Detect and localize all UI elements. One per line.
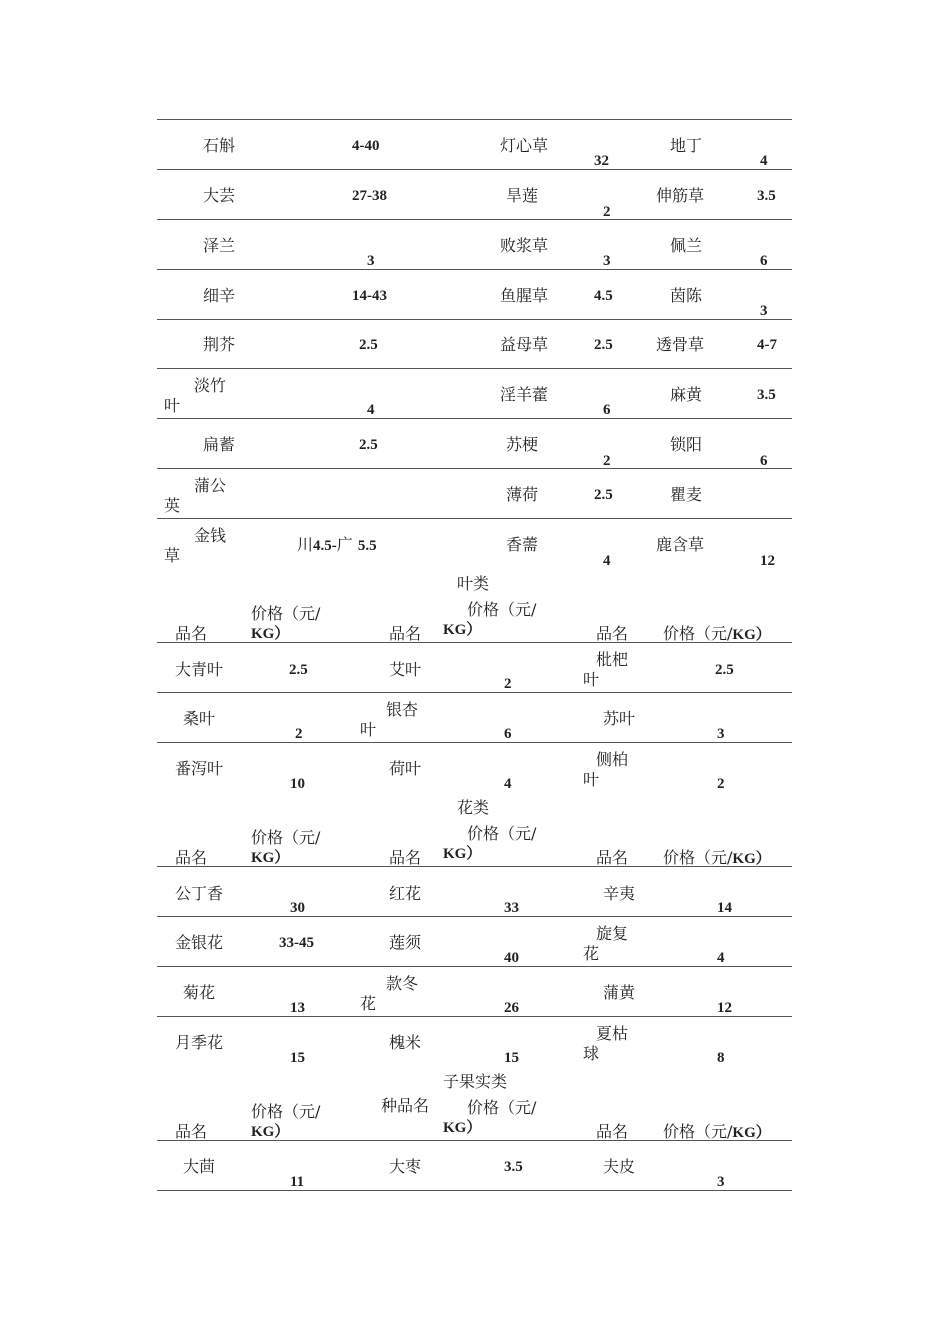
herb-name: 地丁: [670, 136, 703, 155]
herb-price: 2.5: [359, 337, 378, 353]
origin-price: 5.5: [357, 538, 377, 554]
table-row: [157, 368, 792, 419]
section-title: 子果实类: [443, 1072, 508, 1091]
leaf-name: 番泻叶: [175, 759, 224, 778]
leaf-name: 银杏: [386, 700, 419, 719]
table-row: [157, 269, 792, 320]
flower-name: 红花: [389, 884, 422, 903]
herb-name: 淫羊藿: [500, 385, 549, 404]
column-header-name: 种品名: [381, 1096, 430, 1115]
flower-name: 月季花: [175, 1033, 224, 1052]
herb-name: 荆芥: [203, 335, 236, 354]
flower-price: 15: [504, 1050, 519, 1066]
column-header-unit: KG）: [443, 846, 482, 862]
herb-price: 2.5: [594, 337, 613, 353]
table-row: [157, 219, 792, 270]
leaf-name: 桑叶: [183, 709, 216, 728]
herb-name-wrap: 草: [164, 546, 181, 565]
flower-price: 4: [717, 950, 725, 966]
flower-price: 30: [290, 900, 305, 916]
herb-name: 苏梗: [506, 435, 539, 454]
column-header-name: 品名: [389, 624, 422, 643]
herb-name: 蒲公: [194, 476, 227, 495]
flower-price: 40: [504, 950, 519, 966]
seed-name: 大茴: [183, 1157, 216, 1176]
section-header-leaf: [157, 568, 792, 642]
leaf-price: 6: [504, 726, 512, 742]
leaf-name: 荷叶: [389, 759, 422, 778]
leaf-price: 4: [504, 776, 512, 792]
seed-price: 3: [717, 1174, 725, 1190]
section-title: 叶类: [457, 574, 490, 593]
flower-name: 夏枯: [596, 1024, 629, 1043]
seed-name: 夫皮: [603, 1157, 636, 1176]
table-row: [157, 866, 792, 917]
column-header-name: 品名: [175, 1122, 208, 1141]
herb-name: 益母草: [500, 335, 549, 354]
flower-price: 14: [717, 900, 732, 916]
herb-price-sichuan: [297, 535, 377, 556]
flower-name-wrap: 花: [583, 944, 600, 963]
seed-name: 大枣: [389, 1157, 422, 1176]
herb-price: 14-43: [352, 288, 387, 304]
flower-name-wrap: 球: [583, 1044, 600, 1063]
leaf-name: 艾叶: [389, 660, 422, 679]
herb-price: 6: [760, 253, 768, 269]
section-header-flower: [157, 792, 792, 866]
table-row: [157, 319, 792, 370]
herb-price: 2: [603, 453, 611, 469]
herb-price: 3: [367, 253, 375, 269]
table-row: [157, 418, 792, 469]
origin-label: 川: [297, 535, 314, 554]
herb-name: 细辛: [203, 286, 236, 305]
column-header-unit: KG）: [251, 1124, 290, 1140]
flower-price: 15: [290, 1050, 305, 1066]
herb-name: 扁蓄: [203, 435, 236, 454]
herb-price: 6: [760, 453, 768, 469]
flower-price: 13: [290, 1000, 305, 1016]
column-header-name: 品名: [596, 1122, 629, 1141]
herb-price: 12: [760, 553, 775, 569]
section-header-seed: [157, 1066, 792, 1140]
herb-name: 泽兰: [203, 236, 236, 255]
column-header-price: 价格（元/KG）: [663, 1122, 771, 1141]
leaf-price: 2.5: [289, 662, 308, 678]
column-header-price: 价格（元/: [251, 1102, 321, 1121]
column-header-price: 价格（元/KG）: [663, 848, 771, 867]
leaf-name: 枇杷: [596, 650, 629, 669]
herb-name: 香薷: [506, 535, 539, 554]
flower-price: 12: [717, 1000, 732, 1016]
flower-name: 辛夷: [603, 884, 636, 903]
herb-price: 4: [367, 402, 375, 418]
section-title: 花类: [457, 798, 490, 817]
herb-name: 瞿麦: [670, 485, 703, 504]
flower-name: 菊花: [183, 983, 216, 1002]
column-header-name: 品名: [596, 848, 629, 867]
table-row: [157, 966, 792, 1017]
herb-price: 4.5: [594, 288, 613, 304]
herb-name: 佩兰: [670, 236, 703, 255]
flower-name: 公丁香: [175, 884, 224, 903]
origin-price: 4.5-: [313, 538, 337, 554]
flower-price: 33: [504, 900, 519, 916]
table-row: [157, 916, 792, 967]
herb-name: 薄荷: [506, 485, 539, 504]
herb-price: 4-7: [757, 337, 777, 353]
column-header-price: 价格（元/: [467, 600, 537, 619]
column-header-price: 价格（元/: [251, 604, 321, 623]
flower-price: 33-45: [279, 935, 314, 951]
herb-price: 2.5: [594, 487, 613, 503]
table-row: [157, 1140, 792, 1191]
column-header-name: 品名: [175, 848, 208, 867]
leaf-price: 2: [295, 726, 303, 742]
flower-name-wrap: 花: [360, 994, 377, 1013]
table-row: [157, 642, 792, 693]
herb-price: 2: [603, 204, 611, 220]
herb-name: 旱莲: [506, 186, 539, 205]
herb-price: 3: [760, 303, 768, 319]
leaf-price: 3: [717, 726, 725, 742]
table-row: [157, 119, 792, 170]
herb-price: 27-38: [352, 188, 387, 204]
table-row: [157, 468, 792, 519]
column-header-price: 价格（元/: [251, 828, 321, 847]
column-header-price: 价格（元/KG）: [663, 624, 771, 643]
flower-price: 8: [717, 1050, 725, 1066]
herb-name: 淡竹: [194, 376, 227, 395]
column-header-price: 价格（元/: [467, 1098, 537, 1117]
leaf-price: 2: [504, 676, 512, 692]
seed-price: 3.5: [504, 1159, 523, 1175]
flower-name: 金银花: [175, 933, 224, 952]
herb-name: 鱼腥草: [500, 286, 549, 305]
leaf-name: 侧柏: [596, 750, 629, 769]
leaf-name: 大青叶: [175, 660, 224, 679]
column-header-unit: KG）: [443, 622, 482, 638]
leaf-name-wrap: 叶: [360, 720, 377, 739]
leaf-price: 2: [717, 776, 725, 792]
herb-name: 伸筋草: [656, 186, 705, 205]
herb-price: 4: [760, 153, 768, 169]
table-row: [157, 518, 792, 569]
column-header-name: 品名: [175, 624, 208, 643]
herb-name: 大芸: [203, 186, 236, 205]
leaf-name-wrap: 叶: [583, 670, 600, 689]
flower-price: 26: [504, 1000, 519, 1016]
herb-name: 金钱: [194, 526, 227, 545]
herb-name: 败浆草: [500, 236, 549, 255]
leaf-price: 10: [290, 776, 305, 792]
column-header-unit: KG）: [251, 850, 290, 866]
table-row: [157, 1016, 792, 1067]
herb-price: 3: [603, 253, 611, 269]
leaf-price: 2.5: [715, 662, 734, 678]
table-row: [157, 692, 792, 743]
column-header-unit: KG）: [251, 626, 290, 642]
herb-price: 4: [603, 553, 611, 569]
herb-name: 鹿含草: [656, 535, 705, 554]
flower-name: 旋复: [596, 924, 629, 943]
table-row: [157, 742, 792, 793]
flower-name: 槐米: [389, 1033, 422, 1052]
herb-price: 3.5: [757, 387, 776, 403]
herb-price: 32: [594, 153, 609, 169]
herb-name: 透骨草: [656, 335, 705, 354]
flower-name: 莲须: [389, 933, 422, 952]
origin-label: 广: [336, 535, 353, 554]
column-header-unit: KG）: [443, 1120, 482, 1136]
herb-price: 2.5: [359, 437, 378, 453]
herb-name: 灯心草: [500, 136, 549, 155]
leaf-name: 苏叶: [603, 709, 636, 728]
herb-price: 6: [603, 402, 611, 418]
leaf-name-wrap: 叶: [583, 770, 600, 789]
herb-name-wrap: 叶: [164, 396, 181, 415]
column-header-name: 品名: [389, 848, 422, 867]
herb-name: 石斛: [203, 136, 236, 155]
herb-name: 锁阳: [670, 435, 703, 454]
herb-name-wrap: 英: [164, 496, 181, 515]
flower-name: 款冬: [386, 974, 419, 993]
herb-price: 3.5: [757, 188, 776, 204]
table-row: [157, 169, 792, 220]
column-header-name: 品名: [596, 624, 629, 643]
herb-name: 麻黄: [670, 385, 703, 404]
seed-price: 11: [290, 1174, 305, 1190]
herb-price: 4-40: [352, 138, 380, 154]
herb-name: 茵陈: [670, 286, 703, 305]
flower-name: 蒲黄: [603, 983, 636, 1002]
column-header-price: 价格（元/: [467, 824, 537, 843]
